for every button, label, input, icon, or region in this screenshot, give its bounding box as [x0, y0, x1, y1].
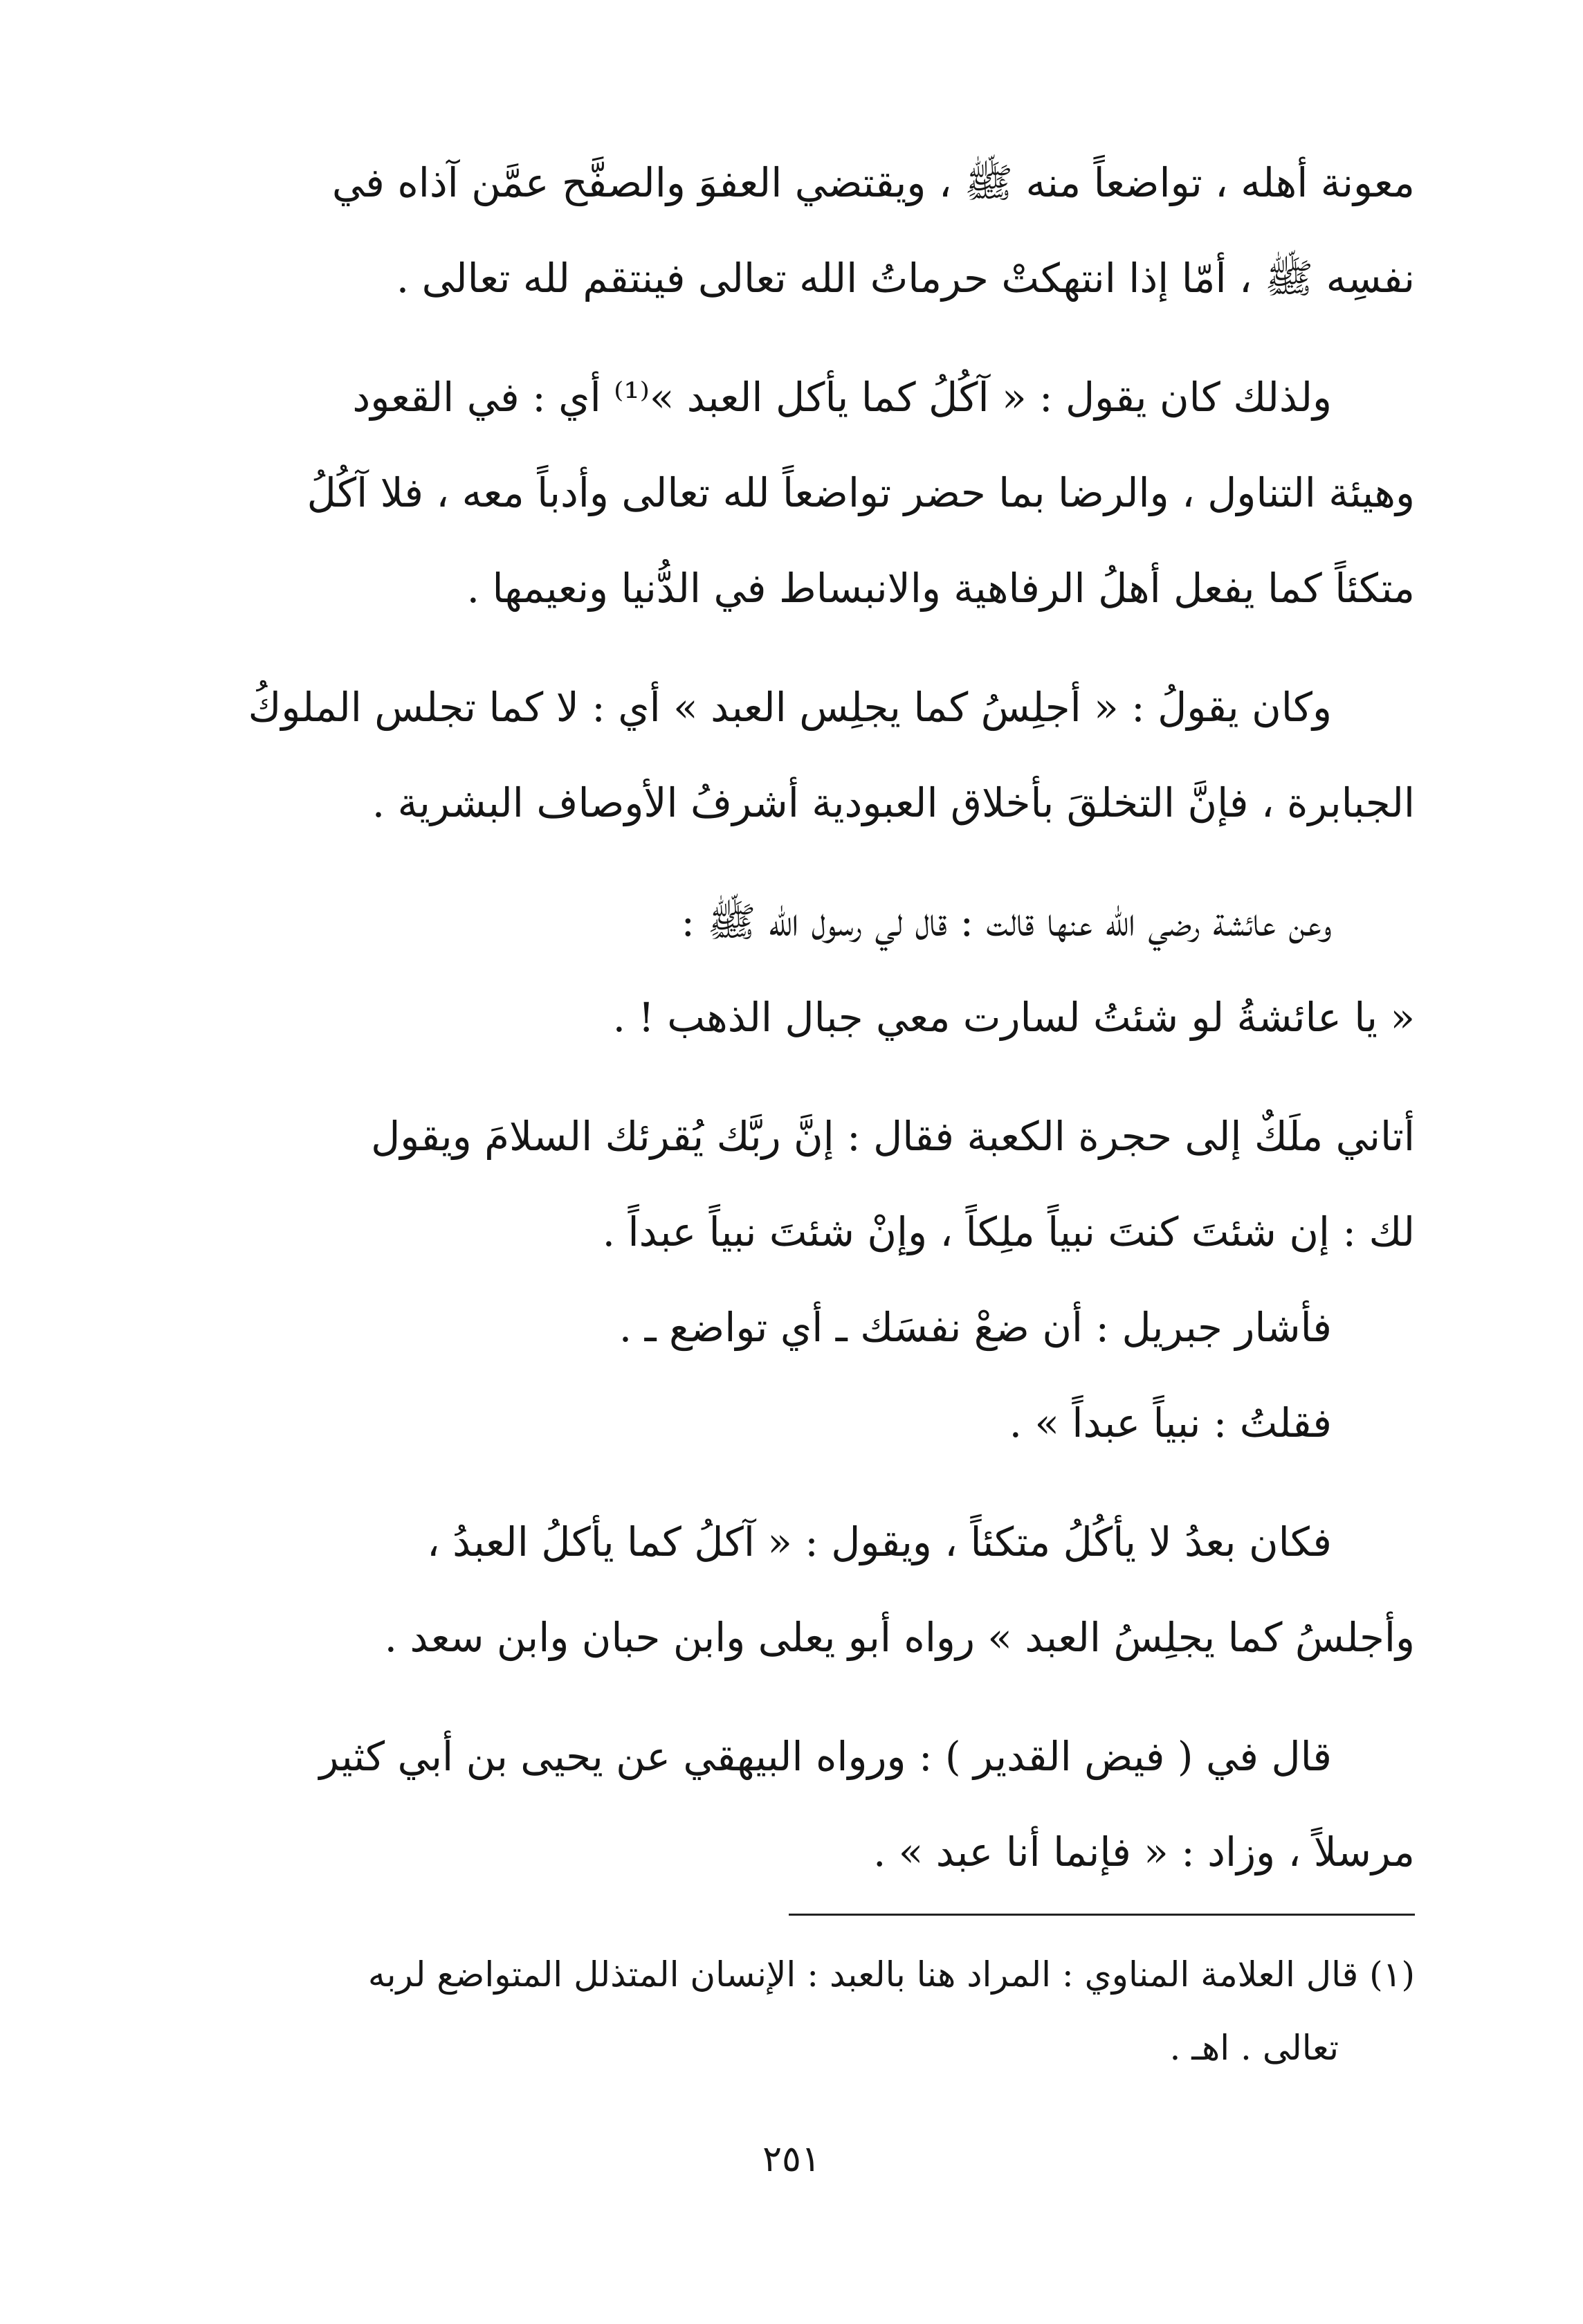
paragraph-2 — [156, 349, 1415, 636]
text-line: وكان يقولُ : « أجلِسُ كما يجلِس العبد » أي : لا كما تجلس الملوكُ — [248, 684, 1332, 731]
footnote-line: (١) قال العلامة المناوي : المراد هنا بالعبد : الإنسان المتذلل المتواضع لربه — [367, 1954, 1415, 1995]
text-line: معونة أهله ، تواضعاً منه ﷺ ، ويقتضي العفوَ والصفَّح عمَّن آذاه في — [331, 159, 1415, 206]
text-line: نفسِه ﷺ ، أمّا إذا انتهكتْ حرماتُ الله تعالى فينتقم لله تعالى . — [396, 255, 1415, 302]
footnote — [156, 1938, 1415, 2085]
text-line: ولذلك كان يقول : « آكُلُ كما يأكل العبد »⁽¹⁾ أي : في القعود — [352, 374, 1332, 421]
text-line: الجبابرة ، فإنَّ التخلقَ بأخلاق العبودية أشرفُ الأوصاف البشرية . — [372, 779, 1415, 826]
text-line: وأجلسُ كما يجلِسُ العبد » رواه أبو يعلى وابن حبان وابن سعد . — [384, 1614, 1415, 1661]
text-line: لك : إن شئتَ كنتَ نبياً ملِكاً ، وإنْ شئتَ نبياً عبداً . — [602, 1208, 1415, 1255]
page-number: ٢٥١ — [762, 2139, 821, 2180]
text-line: أتاني ملَكٌ إلى حجرة الكعبة فقال : إنَّ ربَّك يُقرئك السلامَ ويقول — [371, 1113, 1415, 1160]
paragraph-7 — [156, 1709, 1415, 1900]
text-line: قال في ( فيض القدير ) : ورواه البيهقي عن يحيى بن أبي كثير — [319, 1733, 1332, 1780]
text-line: فكان بعدُ لا يأكُلُ متكئاً ، ويقول : « آكلُ كما يأكلُ العبدُ ، — [426, 1518, 1332, 1565]
paragraph-1 — [156, 135, 1415, 326]
text-line: متكئاً كما يفعل أهلُ الرفاهية والانبساط في الدُّنيا ونعيمها . — [466, 565, 1415, 612]
text-line: وعن عائشة رضي الله عنها قالت : قال لي رسول الله ﷺ : — [681, 898, 1332, 945]
text-line: فقلتُ : نبياً عبداً » . — [1009, 1399, 1332, 1446]
paragraph-5 — [156, 1089, 1415, 1471]
footnote-divider — [789, 1914, 1415, 1916]
text-line: وهيئة التناول ، والرضا بما حضر تواضعاً لله تعالى وأدباً معه ، فلا آكُلُ — [306, 469, 1415, 516]
text-line: مرسلاً ، وزاد : « فإنما أنا عبد » . — [872, 1828, 1415, 1876]
paragraph-6 — [156, 1494, 1415, 1685]
text-line: « يا عائشةُ لو شئتُ لسارت معي جبال الذهب ! . — [612, 994, 1415, 1041]
text-line: فأشار جبريل : أن ضعْ نفسَك ـ أي تواضع ـ . — [619, 1304, 1332, 1351]
paragraph-3 — [156, 660, 1415, 851]
paragraph-4 — [156, 874, 1415, 1065]
footnote-line: تعالى . اهـ . — [1169, 2028, 1339, 2068]
main-text — [156, 135, 1415, 1923]
